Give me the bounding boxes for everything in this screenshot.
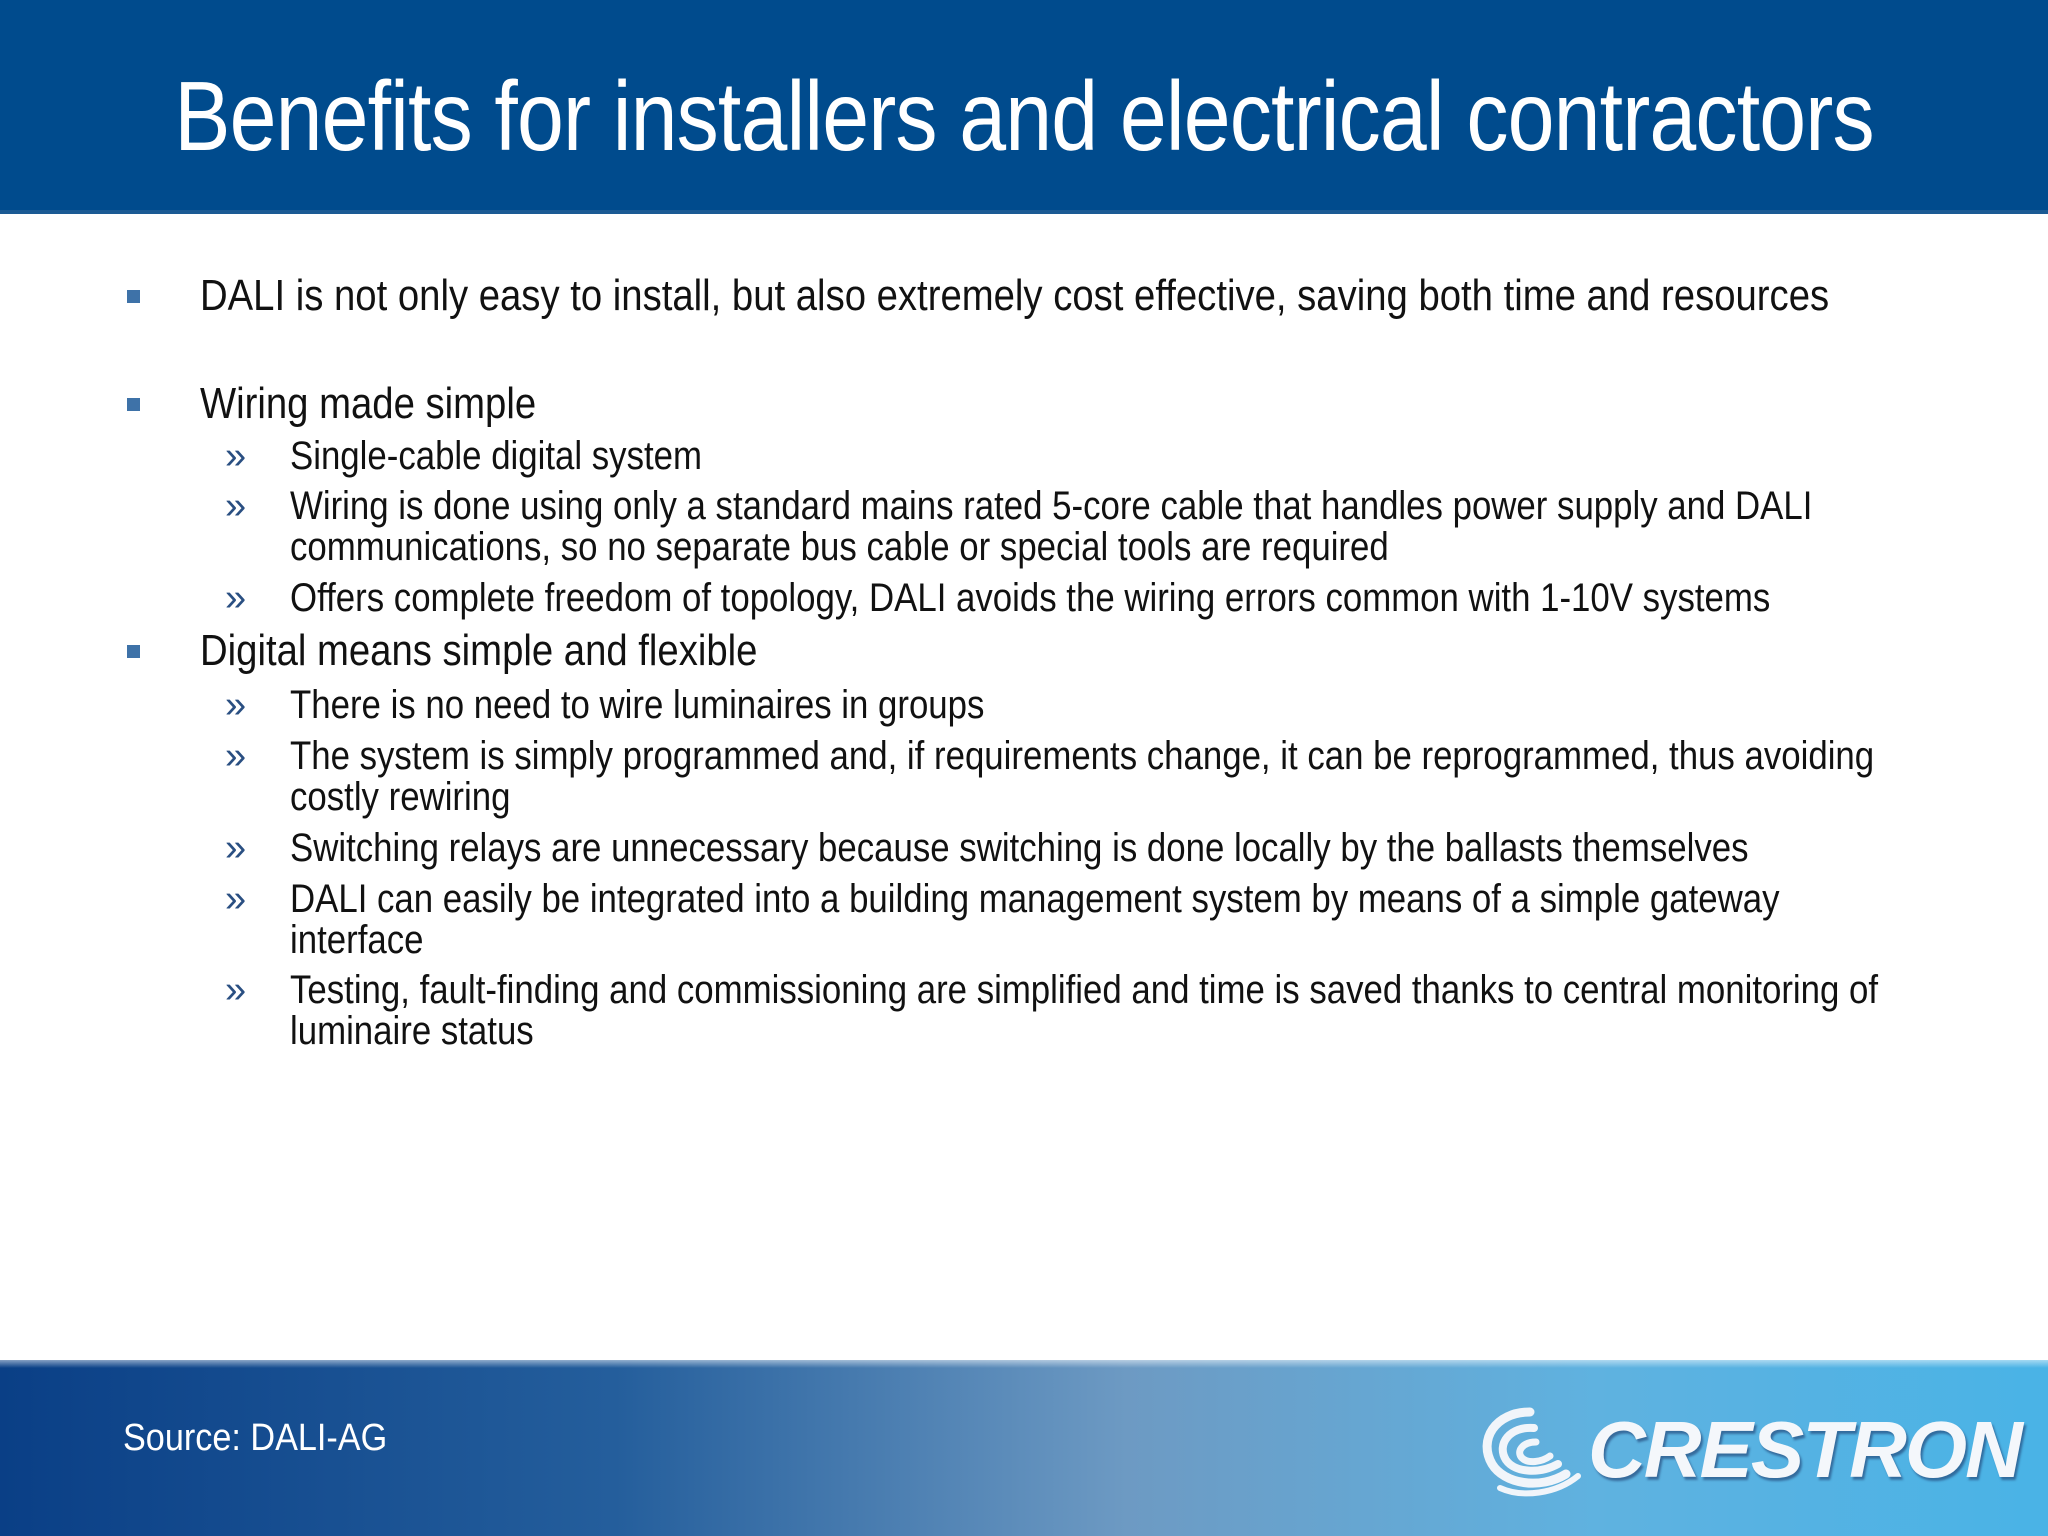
footer-band — [0, 1360, 2048, 1536]
sub-bullet-3-3: Switching relays are unnecessary because switching is done locally by the ballasts themselves — [290, 826, 1749, 870]
bullet-2-text: Wiring made simple — [200, 379, 537, 428]
swirl-logo-icon — [1470, 1400, 1590, 1500]
slide-title: Benefits for installers and electrical contractors — [174, 61, 1874, 171]
bullet-3-text: Digital means simple and flexible — [200, 626, 758, 675]
sub-bullet-3-5-line-1: Testing, fault-finding and commissioning are simplified and time is saved thanks to central monitoring of — [290, 968, 1879, 1012]
sub-bullet-marker-icon: » — [225, 969, 247, 1011]
bullet-square-icon — [127, 645, 140, 658]
sub-bullet-3-2-line-2: costly rewiring — [290, 775, 511, 819]
sub-bullet-2-3: Offers complete freedom of topology, DALI avoids the wiring errors common with 1-10V systems — [290, 576, 1771, 620]
sub-bullet-marker-icon: » — [225, 435, 247, 477]
source-note: Source: DALI-AG — [123, 1417, 388, 1459]
logo-wordmark: CRESTRON — [1588, 1405, 2021, 1494]
sub-bullet-3-2-line-1: The system is simply programmed and, if requirements change, it can be reprogrammed, thus avoiding — [290, 734, 1875, 778]
sub-bullet-3-5-line-2: luminaire status — [290, 1009, 534, 1053]
sub-bullet-2-2-line-1: Wiring is done using only a standard mains rated 5-core cable that handles power supply and DALI — [290, 484, 1813, 528]
sub-bullet-marker-icon: » — [225, 684, 247, 726]
bullet-square-icon — [127, 398, 140, 411]
sub-bullet-marker-icon: » — [225, 735, 247, 777]
sub-bullet-2-2-line-2: communications, so no separate bus cable or special tools are required — [290, 525, 1389, 569]
sub-bullet-2-1: Single-cable digital system — [290, 434, 702, 478]
sub-bullet-marker-icon: » — [225, 485, 247, 527]
sub-bullet-marker-icon: » — [225, 827, 247, 869]
crestron-logo — [1470, 1400, 2021, 1500]
sub-bullet-3-4-line-2: interface — [290, 918, 424, 962]
bullet-1-text: DALI is not only easy to install, but also extremely cost effective, saving both time and resources — [200, 271, 1830, 320]
sub-bullet-marker-icon: » — [225, 577, 247, 619]
sub-bullet-3-1: There is no need to wire luminaires in groups — [290, 683, 985, 727]
sub-bullet-3-4-line-1: DALI can easily be integrated into a building management system by means of a simple gateway — [290, 877, 1780, 921]
bullet-square-icon — [127, 290, 140, 303]
sub-bullet-marker-icon: » — [225, 878, 247, 920]
